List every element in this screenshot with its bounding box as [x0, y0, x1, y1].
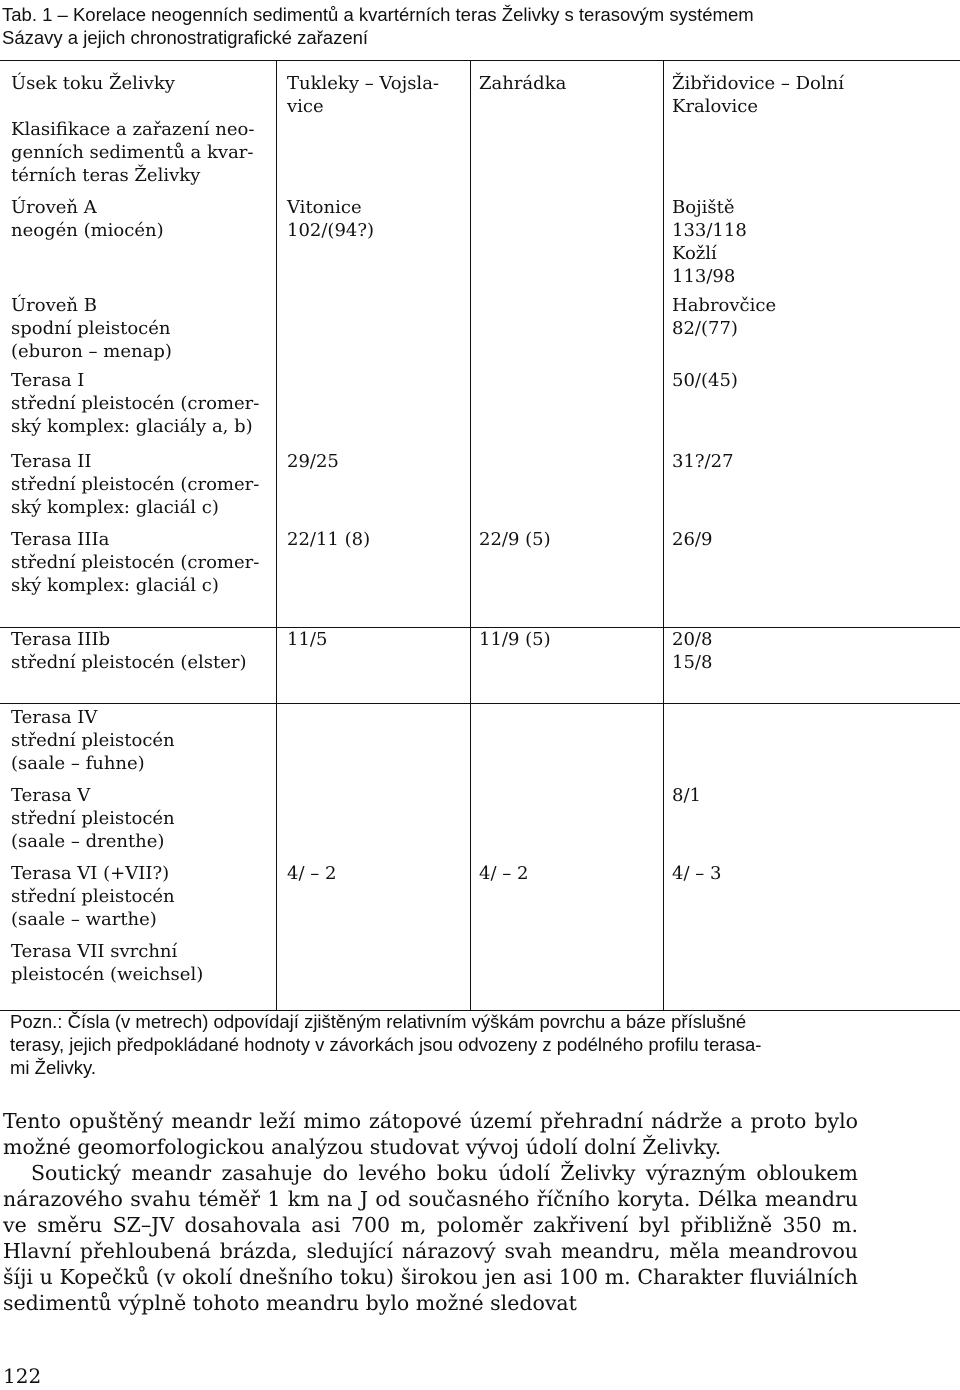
table-rule [0, 703, 960, 704]
table-cell [672, 196, 747, 288]
table-cell [11, 706, 175, 775]
table-cell-line: neogén (miocén) [11, 220, 164, 241]
table-cell-line: 113/98 [672, 266, 736, 287]
table-cell-line: střední pleistocén [11, 886, 175, 907]
table-cell [287, 196, 374, 242]
table-cell [672, 862, 721, 885]
table-cell-line: 50/(45) [672, 370, 738, 391]
header-cell-c1-line: térních teras Želivky [11, 165, 201, 186]
table-cell-line: 22/9 (5) [479, 529, 551, 550]
table-cell-line: střední pleistocén (cromer- [11, 393, 260, 414]
header-cell-c3 [479, 72, 566, 95]
table-cell [287, 628, 327, 651]
caption-line-1: Tab. 1 – Korelace neogenních sedimentů a kvartérních teras Želivky s terasovým systémem [2, 4, 754, 25]
header-cell-c1 [11, 72, 254, 187]
table-cell-line: střední pleistocén (elster) [11, 652, 247, 673]
table-cell [672, 450, 734, 473]
table-cell [11, 294, 172, 363]
paragraph-2: Soutický meandr zasahuje do levého boku údolí Želivky výrazným obloukem nárazového svahu téměř 1 km na J od současného říčního koryta. Délka meandru ve směru SZ–JV dosahovala asi 700 m, poloměr zakřivení byl přibližně 350 m. Hlavní přehloubená brázda, sledující nárazový svah meandru, měla meandrovou šíji u Kopečků (v okolí dnešního toku) širokou jen asi 100 m. Charakter fluviálních sedimentů výplně tohoto meandru bylo možné sledovat [3, 1161, 858, 1315]
table-cell [287, 450, 339, 473]
table-cell-line: 133/118 [672, 220, 747, 241]
table-cell [11, 628, 247, 674]
table-cell-line: Vitonice [287, 197, 362, 218]
table-cell [11, 196, 164, 242]
note-line-2: terasy, jejich předpokládané hodnoty v závorkách jsou odvozeny z podélného profilu terasa- [10, 1034, 762, 1055]
table-cell-line: 31?/27 [672, 451, 734, 472]
table-cell-line: Terasa VII svrchní [11, 941, 178, 962]
table-cell [479, 628, 551, 651]
table-cell-line: Úroveň A [11, 197, 97, 218]
table-cell-line: Terasa I [11, 370, 85, 391]
table-cell-line: 102/(94?) [287, 220, 375, 241]
table-cell-line: (eburon – menap) [11, 341, 172, 362]
table-cell [11, 940, 203, 986]
table-cell-line: (saale – fuhne) [11, 753, 145, 774]
header-cell-c4-line: Žibřidovice – Dolní [672, 73, 844, 94]
table-cell [479, 528, 551, 551]
table-cell-line: 82/(77) [672, 318, 738, 339]
page-number: 122 [3, 1364, 42, 1388]
table-cell-line: (saale – warthe) [11, 909, 157, 930]
table-cell-line: Terasa V [11, 785, 91, 806]
table-cell-line: střední pleistocén (cromer- [11, 474, 260, 495]
table-cell-line: ský komplex: glaciály a, b) [11, 416, 253, 437]
note-line-1: Pozn.: Čísla (v metrech) odpovídají zjištěným relativním výškám povrchu a báze příslušné [10, 1011, 747, 1032]
body-text [3, 1108, 858, 1316]
table-cell-line: 20/8 [672, 629, 713, 650]
table-cell [287, 862, 336, 885]
table-cell-line: 11/9 (5) [479, 629, 551, 650]
table-cell-line: 4/ – 2 [287, 863, 337, 884]
table-cell-line: ský komplex: glaciál c) [11, 497, 219, 518]
paragraph-1: Tento opuštěný meandr leží mimo zátopové území přehradní nádrže a proto bylo možné geomorfologickou analýzou studovat vývoj údolí dolní Želivky. [3, 1109, 858, 1159]
table-cell [11, 784, 175, 853]
table-cell-line: Terasa IIIb [11, 629, 111, 650]
table-note [10, 1010, 955, 1079]
table-cell [672, 528, 712, 551]
table-cell-line: 22/11 (8) [287, 529, 371, 550]
table-cell-line: Terasa II [11, 451, 92, 472]
table-rule [0, 60, 960, 61]
table-cell [672, 369, 738, 392]
table-cell [11, 528, 259, 597]
table-cell-line: Úroveň B [11, 295, 97, 316]
column-divider [470, 60, 471, 1010]
table-cell-line: Terasa IV [11, 707, 98, 728]
table-cell-line: 4/ – 3 [672, 863, 722, 884]
table-rule [0, 627, 960, 628]
header-cell-c4-line: Kralovice [672, 96, 759, 117]
table-cell [672, 784, 701, 807]
table-cell-line: spodní pleistocén [11, 318, 171, 339]
note-line-3: mi Želivky. [10, 1057, 96, 1078]
table-cell [287, 528, 370, 551]
table-cell-line: střední pleistocén (cromer- [11, 552, 260, 573]
table-cell [11, 862, 175, 931]
header-cell-c1-line: Klasifikace a zařazení neo- [11, 119, 255, 140]
table-cell-line: ský komplex: glaciál c) [11, 575, 219, 596]
table-cell-line: 26/9 [672, 529, 713, 550]
column-divider [276, 60, 277, 1010]
table-cell-line: 29/25 [287, 451, 339, 472]
table-cell-line: Bojiště [672, 197, 735, 218]
table-cell-line: Terasa IIIa [11, 529, 110, 550]
table-cell-line: 11/5 [287, 629, 328, 650]
table-caption [2, 3, 952, 49]
column-divider [663, 60, 664, 1010]
table-cell-line: Kožlí [672, 243, 717, 264]
table-cell [479, 862, 528, 885]
table-cell-line: 4/ – 2 [479, 863, 529, 884]
table-cell-line: Habrovčice [672, 295, 777, 316]
table-cell-line: Terasa VI (+VII?) [11, 863, 170, 884]
header-cell-c1-line: Úsek toku Želivky [11, 73, 175, 94]
table-cell [672, 628, 712, 674]
table-cell-line: střední pleistocén [11, 808, 175, 829]
header-cell-c2-line: Tukleky – Vojsla- [287, 73, 440, 94]
table-cell-line: 15/8 [672, 652, 713, 673]
table-cell-line: pleistocén (weichsel) [11, 964, 204, 985]
caption-line-2: Sázavy a jejich chronostratigrafické zařazení [2, 27, 369, 48]
header-cell-c2 [287, 72, 439, 118]
header-cell-c1-line [11, 95, 254, 118]
header-cell-c3-line: Zahrádka [479, 73, 567, 94]
header-cell-c1-line: genních sedimentů a kvar- [11, 142, 254, 163]
header-cell-c2-line: vice [287, 96, 324, 117]
table-cell [11, 369, 259, 438]
table-cell [672, 294, 776, 340]
table-cell-line: (saale – drenthe) [11, 831, 165, 852]
table-cell [11, 450, 259, 519]
table-cell-line: střední pleistocén [11, 730, 175, 751]
table-cell-line: 8/1 [672, 785, 701, 806]
header-cell-c4 [672, 72, 844, 118]
